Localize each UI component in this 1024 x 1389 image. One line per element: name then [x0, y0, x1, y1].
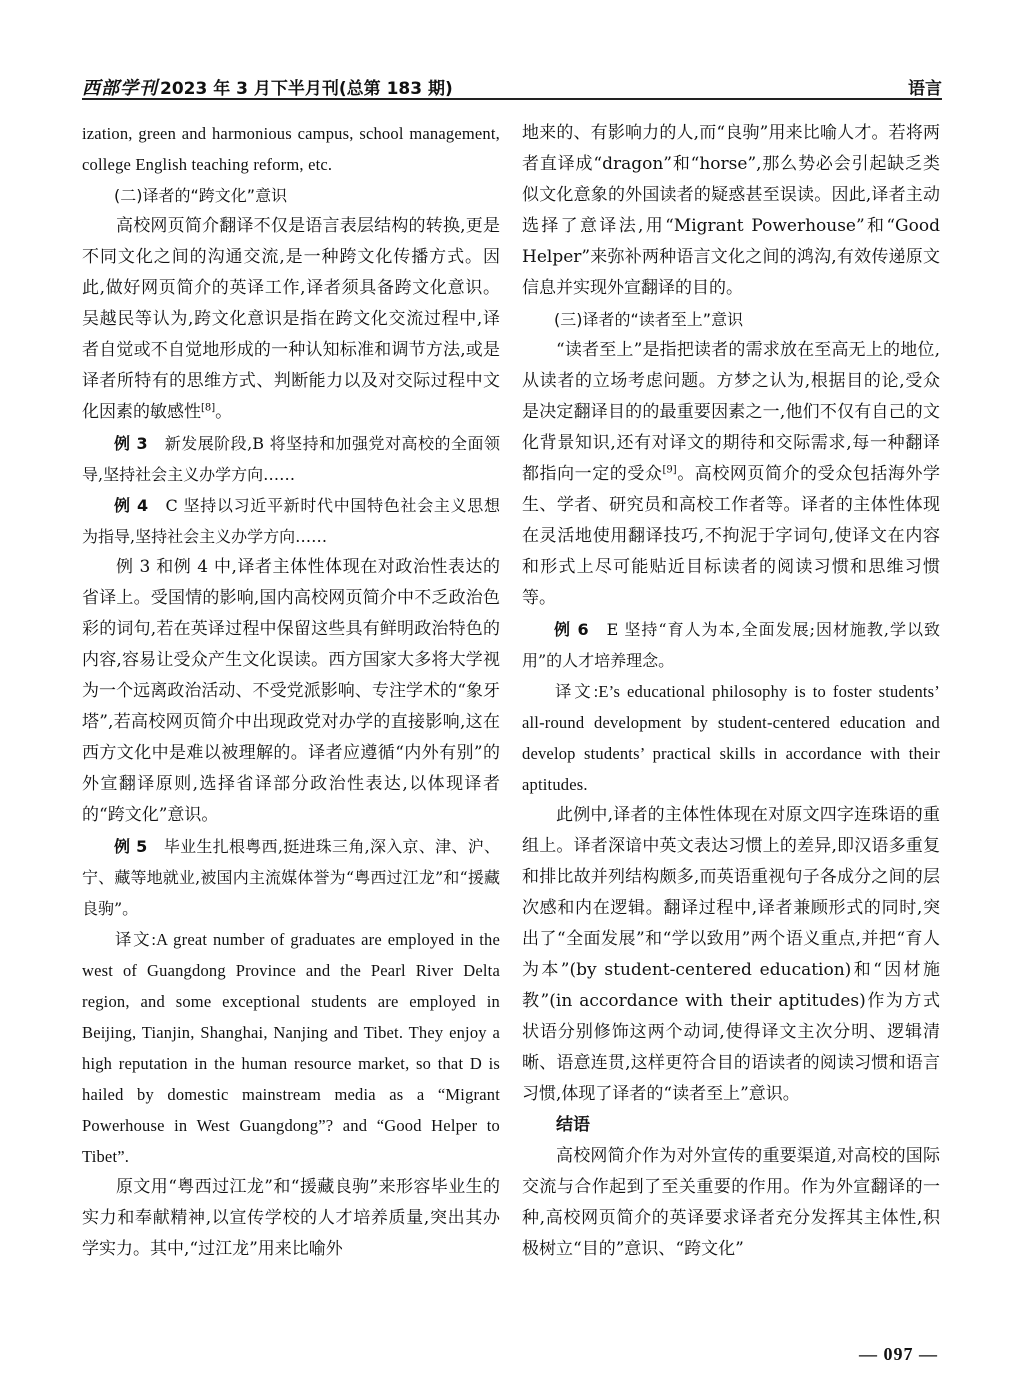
- example-text: C 坚持以习近平新时代中国特色社会主义思想为指导,坚持社会主义办学方向……: [82, 496, 500, 546]
- page-number: — 097 —: [859, 1344, 938, 1364]
- example-text: 新发展阶段,B 将坚持和加强党对高校的全面领导,坚持社会主义办学方向……: [82, 434, 500, 484]
- running-header: [82, 72, 942, 100]
- paragraph-reader-first: [522, 335, 940, 614]
- paragraph-analysis-6: 此例中,译者的主体性体现在对原文四字连珠语的重组上。译者深谙中英文表达习惯上的差异,即汉语多重复和排比故并列结构颇多,而英语重视句子各成分之间的层次感和内在逻辑。翻译过程中,译者兼顾形式的同时,突出了“全面发展”和“学以致用”两个语义重点,并把“育人为本”(by student-centered education)和“因材施教”(in accordance with their aptitudes)作为方式状语分别修饰这两个动词,使得译文主次分明、逻辑清晰、语意连贯,这样更符合目的语读者的阅读习惯和语言习惯,体现了译者的“读者至上”意识。: [522, 805, 940, 1104]
- paragraph-analysis-5-cont: 地来的、有影响力的人,而“良驹”用来比喻人才。若将两者直译成“dragon”和“horse”,那么势必会引起缺乏类似文化意象的外国读者的疑惑甚至误读。因此,译者主动选择了意译法,用“Migrant Powerhouse”和“Good Helper”来弥补两种语言文化之间的鸿沟,有效传递原文信息并实现外宣翻译的目的。: [522, 123, 940, 298]
- section-label: 语言: [908, 79, 942, 99]
- translation-5: [82, 924, 500, 1172]
- paragraph-text: 高校网页简介翻译不仅是语言表层结构的转换,更是不同文化之间的沟通交流,是一种跨文化传播方式。因此,做好网页简介的英译工作,译者须具备跨文化意识。吴越民等认为,跨文化意识是指在跨文化交流过程中,译者自觉或不自觉地形成的一种认知标准和调节方法,或是译者所特有的思维方式、判断能力以及对交际过程中文化因素的敏感性: [82, 216, 500, 422]
- section-heading-cross-cultural: (二)译者的“跨文化”意识: [114, 186, 288, 205]
- paragraph-text-end: 。高校网页简介的受众包括海外学生、学者、研究员和高校工作者等。译者的主体性体现在灵活地使用翻译技巧,不拘泥于字词句,使译文在内容和形式上尽可能贴近目标读者的阅读习惯和思维习惯等。: [522, 464, 941, 608]
- paragraph-analysis-3-4: 例 3 和例 4 中,译者主体性体现在对政治性表达的省译上。受国情的影响,国内高校网页简介中不乏政治色彩的词句,若在英译过程中保留这些具有鲜明政治特色的内容,容易让受众产生文化误读。西方国家大多将大学视为一个远离政治活动、不受党派影响、专注学术的“象牙塔”,若高校网页简介中出现政党对办学的直接影响,这在西方文化中是难以被理解的。译者应遵循“内外有别”的外宣翻译原则,选择省译部分政治性表达,以体现译者的“跨文化”意识。: [82, 557, 500, 825]
- right-column: [522, 118, 940, 1265]
- section-heading-conclusion: 结语: [556, 1115, 590, 1135]
- journal-logo: 西部学刊: [82, 78, 158, 99]
- paragraph-conclusion: 高校网简介作为对外宣传的重要渠道,对高校的国际交流与合作起到了至关重要的作用。作为外宣翻译的一种,高校网页简介的英译要求译者充分发挥其主体性,积极树立“目的”意识、“跨文化”: [522, 1146, 940, 1259]
- left-column: [82, 118, 500, 1265]
- paragraph-text: “读者至上”是指把读者的需求放在至高无上的地位,从读者的立场考虑问题。方梦之认为,根据目的论,受众是决定翻译目的的最重要因素之一,他们不仅有自己的文化背景知识,还有对译文的期待和交际需求,每一种翻译都指向一定的受众: [522, 340, 940, 484]
- citation-ref: [9]: [662, 464, 677, 476]
- translation-text: A great number of graduates are employed in the west of Guangdong Province and the Pearl River Delta region, and some exceptional students are employed in Beijing, Tianjin, Shanghai, Nanjing and Tibet. They enjoy a high reputation in the human resource market, so that D is hailed by domestic mainstream media as a “Migrant Powerhouse in West Guangdong”? and “Good Helper to Tibet”.: [82, 930, 500, 1166]
- example-label: 例 5: [114, 837, 148, 856]
- translation-text: E’s educational philosophy is to foster students’ all-round development by student-centered education and develop students’ practical skills in accordance with their aptitudes.: [522, 682, 940, 794]
- paragraph-analysis-5: 原文用“粤西过江龙”和“援藏良驹”来形容毕业生的实力和奉献精神,以宣传学校的人才培养质量,突出其办学实力。其中,“过江龙”用来比喻外: [82, 1177, 500, 1259]
- example-5: [82, 831, 500, 924]
- example-label: 例 4: [114, 496, 149, 515]
- translation-label: 译文:: [555, 682, 599, 701]
- example-3: [82, 428, 500, 490]
- example-label: 例 3: [114, 434, 148, 453]
- translation-label: 译文:: [115, 930, 157, 949]
- example-4: [82, 490, 500, 552]
- example-text: E 坚持“育人为本,全面发展;因材施教,学以致用”的人才培养理念。: [522, 620, 940, 670]
- citation-ref: [8]: [201, 402, 216, 414]
- keywords-continuation: ization, green and harmonious campus, school management, college English teaching reform, etc.: [82, 124, 500, 174]
- translation-6: [522, 676, 940, 800]
- paragraph-text-end: 。: [215, 402, 233, 422]
- example-6: [522, 614, 940, 676]
- issue-info: 2023 年 3 月下半月刊(总第 183 期): [160, 79, 453, 99]
- paragraph-cross-cultural: [82, 211, 500, 428]
- example-label: 例 6: [554, 620, 589, 639]
- section-heading-reader-first: (三)译者的“读者至上”意识: [554, 310, 744, 329]
- example-text: 毕业生扎根粤西,挺进珠三角,深入京、津、沪、宁、藏等地就业,被国内主流媒体誉为“粤西过江龙”和“援藏良驹”。: [82, 837, 500, 918]
